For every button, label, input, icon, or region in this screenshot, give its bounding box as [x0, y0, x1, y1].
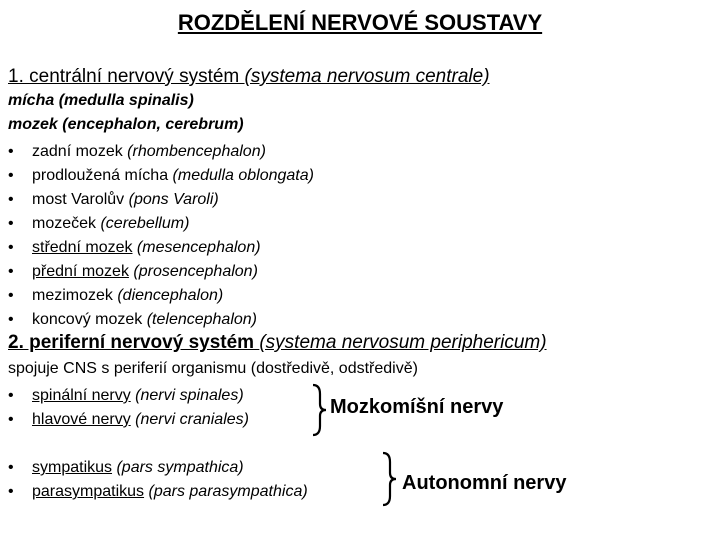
- list-item: [8, 480, 308, 504]
- list-item: [8, 456, 308, 480]
- cns-heading-latin: (systema nervosum centrale): [244, 66, 490, 87]
- bullet: •: [8, 387, 14, 404]
- list-item: [8, 408, 249, 432]
- item-czech: mozeček: [32, 215, 97, 232]
- cns-heading-text: 1. centrální nervový systém: [8, 66, 245, 87]
- item-czech: střední mozek: [32, 239, 133, 256]
- cns-line-spinal-cord: mícha (medulla spinalis): [8, 92, 194, 109]
- list-item: [8, 164, 314, 188]
- item-latin: (mesencephalon): [132, 239, 261, 256]
- item-czech: hlavové nervy: [32, 411, 131, 428]
- item-latin: (pars parasympathica): [144, 483, 308, 500]
- list-item: [8, 188, 314, 212]
- item-latin: (telencephalon): [142, 311, 258, 328]
- list-item: [8, 236, 314, 260]
- pns-heading: [8, 332, 547, 354]
- bullet: •: [8, 191, 14, 208]
- bullet: •: [8, 167, 14, 184]
- bullet: •: [8, 239, 14, 256]
- autonomic-nerves-label: Autonomní nervy: [402, 472, 567, 494]
- cranial-spinal-nerves-label: Mozkomíšní nervy: [330, 396, 504, 418]
- item-czech: sympatikus: [32, 459, 113, 476]
- item-latin: (medulla oblongata): [168, 167, 314, 184]
- page-title: ROZDĚLENÍ NERVOVÉ SOUSTAVY: [177, 10, 543, 35]
- item-latin: (prosencephalon): [128, 263, 258, 280]
- item-czech: koncový mozek: [32, 311, 143, 328]
- list-item: [8, 140, 314, 164]
- right-brace-icon: [310, 384, 330, 436]
- right-brace-icon: [380, 452, 400, 506]
- item-latin: (pars sympathica): [112, 459, 244, 476]
- item-czech: mezimozek: [32, 287, 113, 304]
- bullet: •: [8, 411, 14, 428]
- item-latin: (cerebellum): [96, 215, 190, 232]
- item-czech: spinální nervy: [32, 387, 131, 404]
- item-latin: (rhombencephalon): [122, 143, 266, 160]
- cns-heading: [8, 66, 490, 88]
- list-item: [8, 384, 249, 408]
- somatic-nerves-list: [8, 384, 249, 432]
- bullet: •: [8, 143, 14, 160]
- bullet: •: [8, 263, 14, 280]
- pns-heading-text: 2. periferní nervový systém: [8, 332, 260, 353]
- item-czech: most Varolův: [32, 191, 125, 208]
- item-latin: (nervi spinales): [130, 387, 244, 404]
- item-czech: zadní mozek: [32, 143, 123, 160]
- cns-line-brain: mozek (encephalon, cerebrum): [8, 116, 244, 133]
- autonomic-nerves-list: [8, 456, 308, 504]
- item-czech: parasympatikus: [32, 483, 145, 500]
- bullet: •: [8, 287, 14, 304]
- bullet: •: [8, 215, 14, 232]
- item-latin: (diencephalon): [112, 287, 224, 304]
- list-item: [8, 260, 314, 284]
- list-item: [8, 212, 314, 236]
- bullet: •: [8, 459, 14, 476]
- bullet: •: [8, 311, 14, 328]
- pns-heading-latin: (systema nervosum periphericum): [259, 332, 547, 353]
- item-latin: (nervi craniales): [130, 411, 249, 428]
- list-item: [8, 308, 314, 332]
- list-item: [8, 284, 314, 308]
- bullet: •: [8, 483, 14, 500]
- item-latin: (pons Varoli): [124, 191, 219, 208]
- cns-brain-parts-list: [8, 140, 314, 332]
- item-czech: prodloužená mícha: [32, 167, 169, 184]
- pns-intro: spojuje CNS s periferií organismu (dostředivě, odstředivě): [8, 360, 418, 377]
- item-czech: přední mozek: [32, 263, 129, 280]
